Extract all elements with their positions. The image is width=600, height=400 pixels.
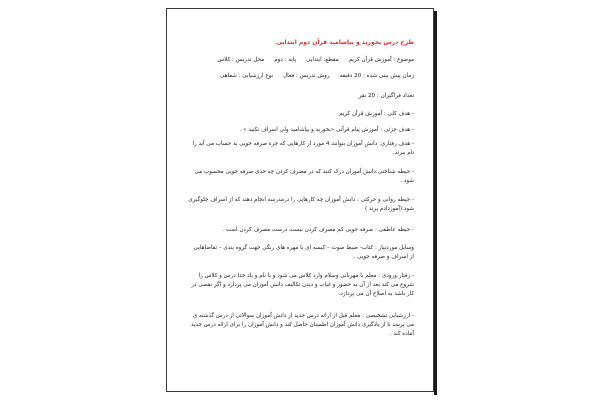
goal-general: - هدف کلی : آموزش قرآن کریم <box>339 111 414 117</box>
goal-affective: - حیطه عاطفی : صرفه جویی کم مصرف کردن نیست درست مصرف کردن است . <box>222 227 414 233</box>
method-assessment: نوع ارزشیابی : شفاهی <box>220 73 274 79</box>
materials: وسایل موردنیاز : کتاب- ضبط صوت – کیسه ای با مهره های رنگی جهت گروه بندی – تقاضاهایی از اسراف و صرفه جویی . <box>193 245 414 260</box>
entry-behavior: - رفتار ورودی : معلم با مهربانی وسلام وارد کلاس می شود و با نام و یاد خدا درس و کلاس را شروع می کند بعد از آن به حضور و غیاب و دیدن تکالیف دانش آموزان می پردازد و اگر نقصی در کار باشد به اصلاح آن می پردازد. <box>191 273 414 297</box>
document-title: طرح درس بخورید و بیاشامید قرآن دوم ابتدایی <box>276 39 414 46</box>
goal-cognitive: - حیطه شناختی:دانش آموزان درک کنند که در مصرف کردن چه حدی صرفه جویی محسوب می شود . <box>194 169 414 184</box>
topic-level: مقطع: ابتدایی <box>306 57 339 63</box>
method-type: روش تدریس : فعال <box>283 73 330 79</box>
method-time: زمان پیش بینی شده : 20 دقیقه <box>339 73 414 79</box>
goal-psychomotor: - حیطه روانی و حرکتی : دانش آموزان چه کارهایی را درمدرسه انجام دهند که از اسراف جلوگیری شود.(آموزدادم پرند ) <box>188 197 414 212</box>
topic-place: محل تدریس : کلاس <box>217 57 265 63</box>
page-bottom <box>166 392 434 400</box>
diagnostic-assessment: - ارزشیابی تشخیصی : معلم قبل از ارائه درس جدید از دانش آموزان سوالاتی از درس گذشته ی می پرسد تا از یادگیری دانش آموزان اطمینان حاصل کند و دانش آموزان را برای ارائه درس جدید آماده کند . <box>191 313 414 337</box>
topic-subject: موضوع : آموزش قرآن کریم <box>348 57 414 63</box>
topic-line <box>217 56 414 65</box>
topic-grade: پایه : دوم <box>274 57 297 63</box>
goal-behavioral: - هدف رفتاری: دانش آموزان بتوانند 4 مورد از کارهایی که جزء صرفه جویی به حساب می آید را نام ببرند. <box>192 141 414 156</box>
method-line <box>220 72 414 81</box>
learners-count: تعداد فراگیران : 20 نفر <box>358 93 414 99</box>
goal-partial: - هدف جزئی : آموزش پیام قرآنی «بخورید و بیاشامید ولی اسراف نکنید » . <box>239 127 414 133</box>
document-page <box>172 20 426 388</box>
